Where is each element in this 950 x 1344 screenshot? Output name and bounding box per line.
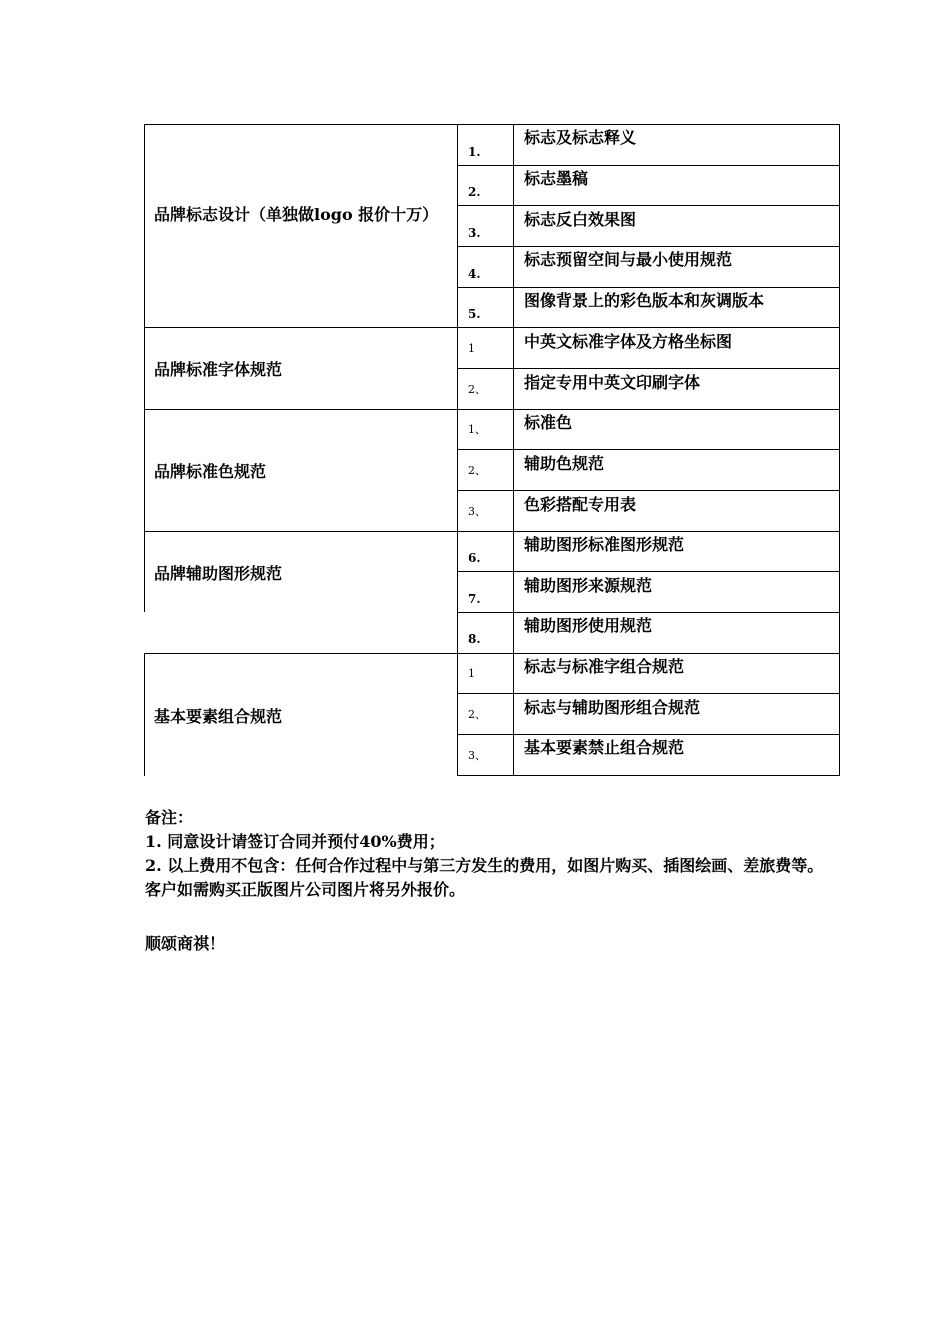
item-forbidden-combo: 基本要素禁止组合规范 <box>524 738 685 757</box>
item-standard-color: 标准色 <box>524 413 573 432</box>
item-number: 2. <box>468 185 481 199</box>
notes-heading: 备注： <box>145 808 194 827</box>
category-logo-design: 品牌标志设计（单独做logo 报价十万） <box>154 205 439 224</box>
item-logo-wordmark-combo: 标志与标准字组合规范 <box>524 657 685 676</box>
item-number: 4. <box>468 267 481 281</box>
item-number: 2、 <box>468 464 486 477</box>
category-standard-font: 品牌标准字体规范 <box>154 360 283 379</box>
item-number: 7. <box>468 592 481 606</box>
item-logo-reverse: 标志反白效果图 <box>524 210 637 229</box>
item-logo-graphic-combo: 标志与辅助图形组合规范 <box>524 698 701 717</box>
item-number: 3. <box>468 226 481 240</box>
item-color-matching: 色彩搭配专用表 <box>524 495 637 514</box>
item-number: 1、 <box>468 423 486 436</box>
notes-line-1: 1. 同意设计请签订合同并预付40%费用； <box>145 832 445 851</box>
notes-line-2: 2. 以上费用不包含：任何合作过程中与第三方发生的费用，如图片购买、插图绘画、差旅费等。客户如需购买正版图片公司图片将另外报价。 <box>145 856 824 899</box>
notes-section <box>145 806 825 902</box>
item-number: 2、 <box>468 383 486 396</box>
category-aux-graphics: 品牌辅助图形规范 <box>154 564 283 583</box>
category-element-combination: 基本要素组合规范 <box>154 707 283 726</box>
item-aux-color: 辅助色规范 <box>524 454 605 473</box>
category-standard-color: 品牌标准色规范 <box>154 462 267 481</box>
item-aux-graphic-source: 辅助图形来源规范 <box>524 576 653 595</box>
item-logo-ink: 标志墨稿 <box>524 169 589 188</box>
item-logo-clearspace: 标志预留空间与最小使用规范 <box>524 250 733 269</box>
item-print-font: 指定专用中英文印刷字体 <box>524 373 701 392</box>
item-number: 2、 <box>468 708 486 721</box>
item-logo-meaning: 标志及标志释义 <box>524 128 637 147</box>
item-number: 1. <box>468 145 481 159</box>
item-number: 1 <box>468 667 475 680</box>
item-number: 3、 <box>468 749 486 762</box>
item-number: 6. <box>468 551 481 565</box>
item-font-grid: 中英文标准字体及方格坐标图 <box>524 332 733 351</box>
item-number: 8. <box>468 632 481 646</box>
item-logo-color-gray: 图像背景上的彩色版本和灰调版本 <box>524 291 765 310</box>
closing-line: 顺颂商祺！ <box>145 934 226 953</box>
item-aux-graphic-usage: 辅助图形使用规范 <box>524 616 653 635</box>
item-number: 3、 <box>468 505 486 518</box>
item-number: 1 <box>468 342 475 355</box>
item-number: 5. <box>468 307 481 321</box>
item-aux-graphic-standard: 辅助图形标准图形规范 <box>524 535 685 554</box>
